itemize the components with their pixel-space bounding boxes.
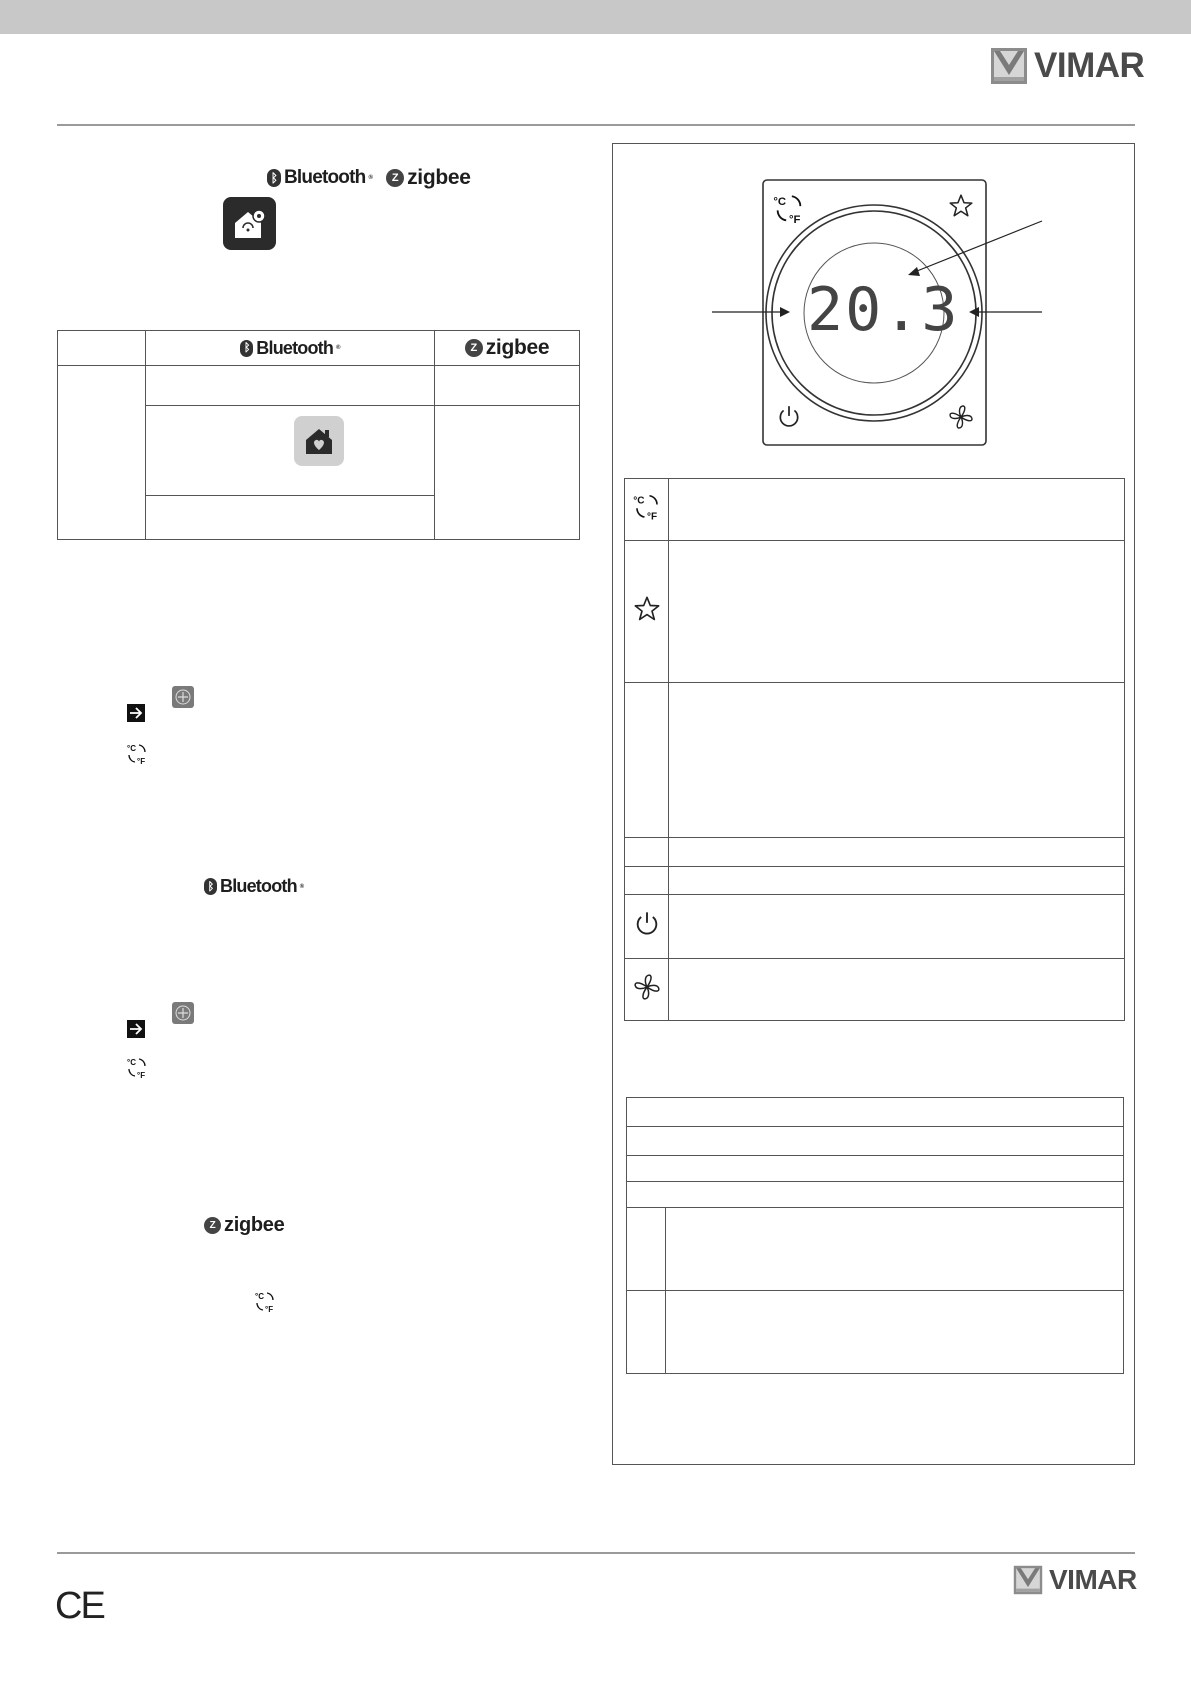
svg-text:°C: °C bbox=[127, 744, 136, 753]
settings-label-cell bbox=[627, 1291, 666, 1374]
legend-desc-cell bbox=[669, 479, 1125, 541]
app-home-icon bbox=[294, 416, 344, 466]
celsius-fahrenheit-icon bbox=[632, 495, 662, 526]
ce-mark: CE bbox=[55, 1585, 104, 1627]
app-settings-icon bbox=[223, 197, 276, 250]
footer-divider bbox=[57, 1552, 1135, 1554]
svg-text:°F: °F bbox=[137, 1071, 146, 1080]
star-icon bbox=[633, 610, 661, 627]
svg-text:°C: °C bbox=[255, 1292, 264, 1301]
settings-row bbox=[627, 1098, 1124, 1127]
icon-legend-table bbox=[624, 478, 1125, 1021]
zigbee-brand: Z zigbee bbox=[386, 166, 471, 190]
settings-row bbox=[627, 1156, 1124, 1182]
celsius-fahrenheit-icon bbox=[772, 192, 806, 226]
legend-icon-cell bbox=[625, 541, 669, 683]
vimar-logo-icon bbox=[1013, 1565, 1043, 1595]
arrow-right-icon bbox=[127, 704, 145, 727]
legend-icon-cell bbox=[625, 838, 669, 867]
add-button-icon bbox=[172, 1002, 194, 1024]
legend-desc-cell bbox=[669, 683, 1125, 838]
bluetooth-section-brand: ᛒ Bluetooth ® bbox=[204, 876, 303, 897]
svg-text:°F: °F bbox=[646, 511, 657, 522]
bluetooth-icon: ᛒ bbox=[240, 340, 253, 357]
table-corner-cell bbox=[58, 331, 146, 366]
settings-row bbox=[627, 1182, 1124, 1208]
power-icon bbox=[776, 404, 802, 435]
legend-icon-cell bbox=[625, 895, 669, 959]
svg-text:°F: °F bbox=[789, 214, 801, 226]
settings-row bbox=[627, 1127, 1124, 1156]
arrow-right-icon bbox=[127, 1020, 145, 1043]
legend-icon-cell bbox=[625, 683, 669, 838]
svg-text:°F: °F bbox=[265, 1305, 274, 1314]
settings-table bbox=[626, 1097, 1124, 1374]
protocol-table bbox=[57, 330, 580, 540]
zigbee-icon: Z bbox=[204, 1217, 221, 1234]
footer-logo bbox=[1013, 1564, 1137, 1596]
legend-desc-cell bbox=[669, 867, 1125, 895]
legend-icon-cell bbox=[625, 959, 669, 1021]
svg-text:°C: °C bbox=[632, 495, 644, 507]
legend-desc-cell bbox=[669, 895, 1125, 959]
table-header-zigbee: Z zigbee bbox=[435, 331, 580, 366]
svg-text:°F: °F bbox=[137, 757, 146, 766]
temperature-display: 20.3 bbox=[807, 275, 960, 345]
zigbee-section-brand: Z zigbee bbox=[204, 1214, 284, 1237]
header-logo bbox=[990, 46, 1144, 86]
add-button-icon bbox=[172, 686, 194, 708]
header-divider bbox=[57, 124, 1135, 126]
protocol-brands bbox=[267, 166, 471, 190]
legend-icon-cell bbox=[625, 867, 669, 895]
settings-desc-cell bbox=[666, 1291, 1124, 1374]
table-cell bbox=[435, 406, 580, 540]
bluetooth-icon: ᛒ bbox=[267, 169, 281, 187]
table-cell bbox=[435, 366, 580, 406]
bluetooth-brand: ᛒ Bluetooth ® bbox=[267, 167, 372, 189]
top-bar bbox=[0, 0, 1191, 34]
legend-desc-cell bbox=[669, 838, 1125, 867]
brand-name: VIMAR bbox=[1049, 1564, 1137, 1595]
zigbee-icon: Z bbox=[386, 169, 404, 187]
celsius-fahrenheit-icon bbox=[125, 1056, 149, 1080]
celsius-fahrenheit-icon bbox=[125, 742, 149, 766]
fan-icon bbox=[633, 988, 661, 1005]
legend-icon-cell bbox=[625, 479, 669, 541]
brand-name: VIMAR bbox=[1034, 46, 1145, 85]
celsius-fahrenheit-icon bbox=[253, 1290, 277, 1314]
table-row-label bbox=[58, 366, 146, 540]
legend-desc-cell bbox=[669, 541, 1125, 683]
fan-icon bbox=[948, 404, 974, 435]
svg-text:°C: °C bbox=[127, 1058, 136, 1067]
legend-desc-cell bbox=[669, 959, 1125, 1021]
table-cell bbox=[146, 496, 435, 540]
table-cell-app bbox=[146, 406, 435, 496]
star-icon bbox=[948, 193, 974, 224]
vimar-logo-icon bbox=[990, 47, 1028, 85]
svg-text:°C: °C bbox=[773, 195, 787, 208]
settings-label-cell bbox=[627, 1208, 666, 1291]
power-icon bbox=[633, 925, 661, 942]
table-header-bluetooth: ᛒ Bluetooth ® bbox=[146, 331, 435, 366]
settings-desc-cell bbox=[666, 1208, 1124, 1291]
table-cell bbox=[146, 366, 435, 406]
zigbee-icon: Z bbox=[465, 339, 483, 357]
bluetooth-icon: ᛒ bbox=[204, 878, 217, 895]
